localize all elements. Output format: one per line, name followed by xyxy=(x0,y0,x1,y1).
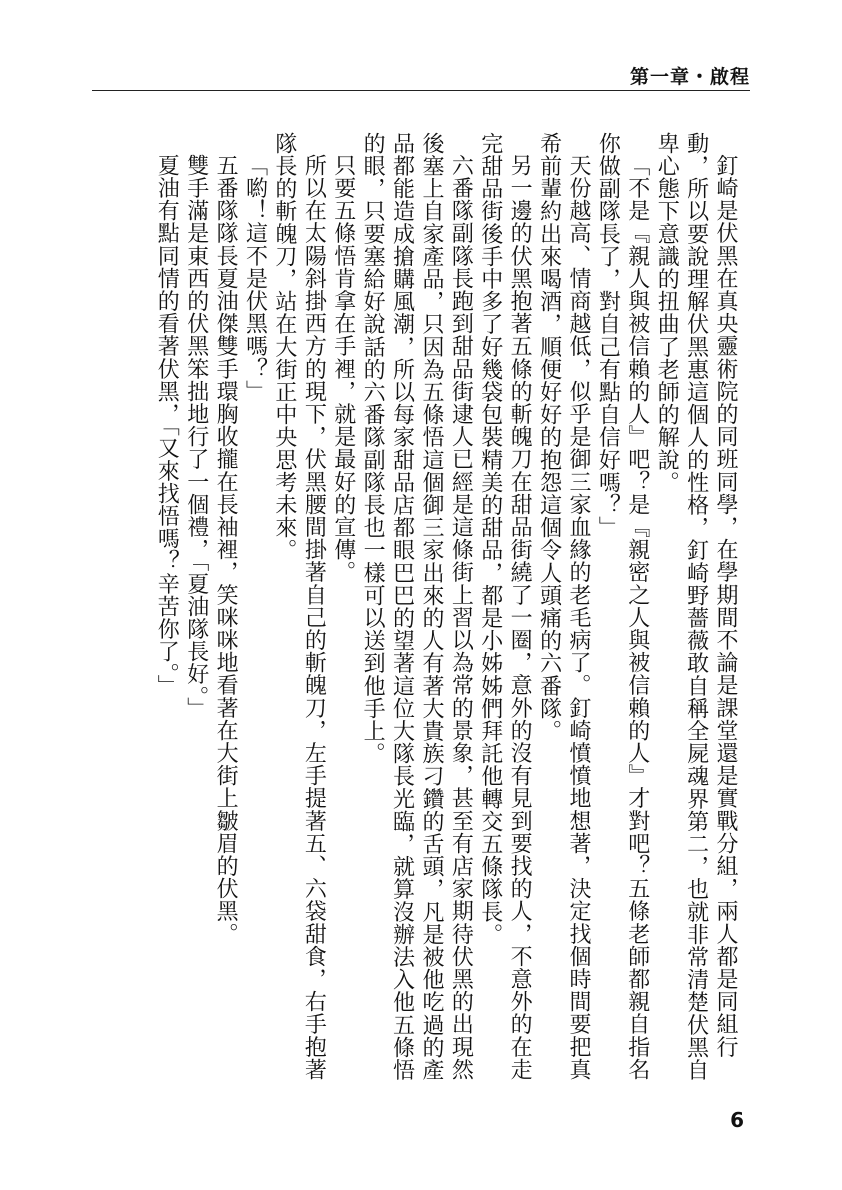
paragraph-7: 所以在太陽斜掛西方的現下，伏黑腰間掛著自己的斬魄刀，左手提著五、六袋甜食，右手抱著隊長的斬魄刀，站在大街正中央思考未來。 xyxy=(271,132,327,1081)
paragraph-5: 六番隊副隊長跑到甜品街逮人已經是這條街上習以為常的景象，甚至有店家期待伏黑的出現然後塞上自家產品，只因為五條悟這個御三家出來的人有著大貴族刁鑽的舌頭，凡是被他吃過的產品都能造成搶購風潮，所以每家甜品店都眼巴巴的望著這位大隊長光臨，就算沒辦法入他五條悟的眼，只要塞給好說話的六番隊副隊長也一樣可以送到他手上。 xyxy=(360,132,474,1082)
paragraph-8: 「喲！這不是伏黑嗎？」 xyxy=(242,154,268,403)
paragraph-4: 另一邊的伏黑抱著五條的斬魄刀在甜品街繞了一圈，意外的沒有見到要找的人，不意外的在走完甜品街後手中多了好幾袋包裝精美的甜品，都是小姊姊們拜託他轉交五條隊長。 xyxy=(477,132,533,1081)
vertical-text-body xyxy=(92,132,740,1092)
chapter-title: 第一章・啟程 xyxy=(629,66,750,88)
paragraph-2: 「不是『親人與被信賴的人』吧？是『親密之人與被信賴的人』才對吧？五條老師都親自指名你做副隊長了，對自己有點自信好嗎？」 xyxy=(595,132,650,1081)
paragraph-9: 五番隊隊長夏油傑雙手環胸收攏在長袖裡，笑咪咪地看著在大街上皺眉的伏黑。 xyxy=(213,154,239,945)
paragraph-11: 夏油有點同情的看著伏黑，「又來找悟嗎？辛苦你了。」 xyxy=(154,154,180,697)
header-divider xyxy=(92,90,750,91)
paragraph-1: 釘崎是伏黑在真央靈術院的同班同學，在學期間不論是課堂還是實戰分組，兩人都是同組行動，所以要說理解伏黑惠這個人的性格，釘崎野薔薇敢自稱全屍魂界第二，也就非常清楚伏黑自卑心態下意識的扭曲了老師的解說。 xyxy=(654,132,738,1082)
paragraph-3: 天份越高、情商越低，似乎是御三家血緣的老毛病了。釘崎憤憤地想著，決定找個時間要把真希前輩約出來喝酒，順便好好的抱怨這個令人頭痛的六番隊。 xyxy=(536,132,591,1081)
paragraph-10: 雙手滿是東西的伏黑笨拙地行了一個禮，「夏油隊長好。」 xyxy=(183,154,209,720)
page-number: 6 xyxy=(730,1108,744,1132)
paragraph-6: 只要五條悟肯拿在手裡，就是最好的宣傳。 xyxy=(330,154,356,584)
